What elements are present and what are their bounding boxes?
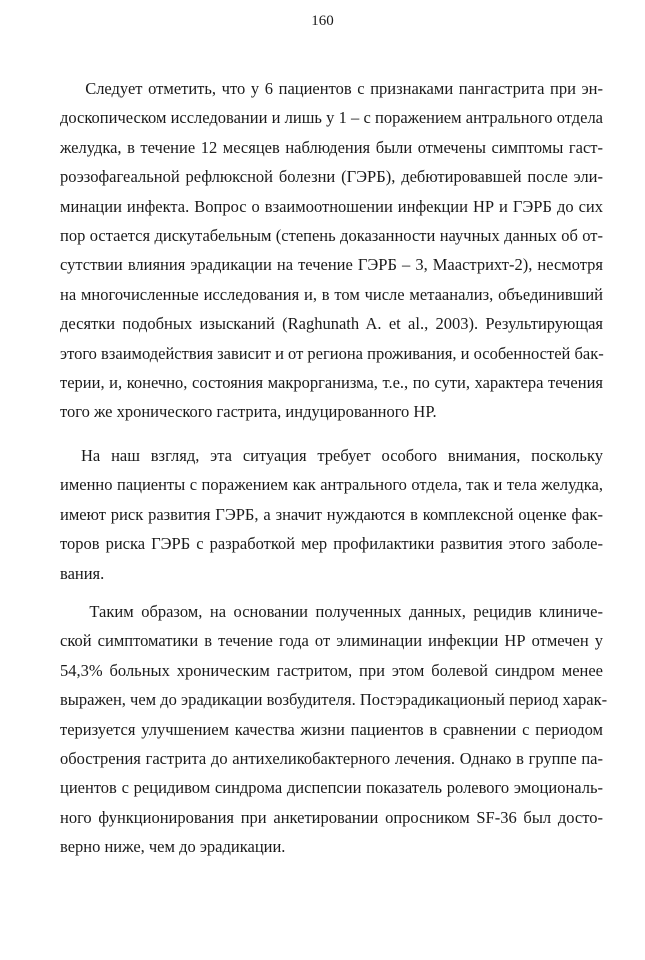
text-line: теризуется улучшением качества жизни пациентов в сравнении с периодом [60,719,603,739]
text-line: терии, и, конечно, состояния макрорганизма, т.е., по сути, характера течения [60,373,603,393]
text-line: доскопическом исследовании и лишь у 1 – с поражением антрального отдела [60,108,603,128]
text-line: На наш взгляд, эта ситуация требует особого внимания, поскольку [81,446,603,465]
text-line: ской симптоматики в течение года от элиминации инфекции НР отмечен у [60,631,603,651]
text-line: того же хронического гастрита, индуцированного НР. [60,402,437,422]
text-line: выражен, чем до эрадикации возбудителя. Постэрадикационый период харак- [60,690,608,710]
text-line: сутствии влияния эрадикации на течение ГЭРБ – 3, Маастрихт-2), несмотря [60,255,603,275]
text-line: циентов с рецидивом синдрома диспепсии показатель ролевого эмоциональ- [60,778,603,798]
text-line: имеют риск развития ГЭРБ, а значит нуждаются в комплексной оценке фак- [60,504,603,524]
text-line: желудка, в течение 12 месяцев наблюдения были отмечены симптомы гаст- [60,137,603,157]
text-line: десятки подобных изысканий (Raghunath A. et al., 2003). Результирующая [60,314,603,334]
text-line: обострения гастрита до антихеликобактерного лечения. Однако в группе па- [60,749,603,769]
text-line: 54,3% больных хроническим гастритом, при этом болевой синдром менее [60,660,603,680]
text-line: верно ниже, чем до эрадикации. [60,837,286,857]
text-line: этого взаимодействия зависит и от региона проживания, и особенностей бак- [60,343,604,363]
text-line: именно пациенты с поражением как антрального отдела, так и тела желудка, [60,475,603,495]
text-line: Таким образом, на основании полученных данных, рецидив клиниче- [89,602,603,621]
paragraph-3 [60,597,608,862]
text-line: вания. [60,563,105,583]
paragraph-1 [60,74,603,427]
text-line: ного функционирования при анкетировании опросником SF-36 был досто- [60,807,603,827]
text-line: минации инфекта. Вопрос о взаимоотношении инфекции НР и ГЭРБ до сих [60,196,603,216]
text-line: роэзофагеальной рефлюксной болезни (ГЭРБ), дебютировавшей после эли- [60,167,603,187]
text-line: на многочисленные исследования и, в том числе метаанализ, объединивший [60,284,603,304]
text-line: пор остается дискутабельным (степень доказанности научных данных об от- [60,226,603,246]
text-line: торов риска ГЭРБ с разработкой мер профилактики развития этого заболе- [60,534,603,554]
text-line: Следует отметить, что у 6 пациентов с признаками пангастрита при эн- [85,79,603,98]
paragraph-2 [60,441,603,588]
page-number: 160 [311,13,334,29]
